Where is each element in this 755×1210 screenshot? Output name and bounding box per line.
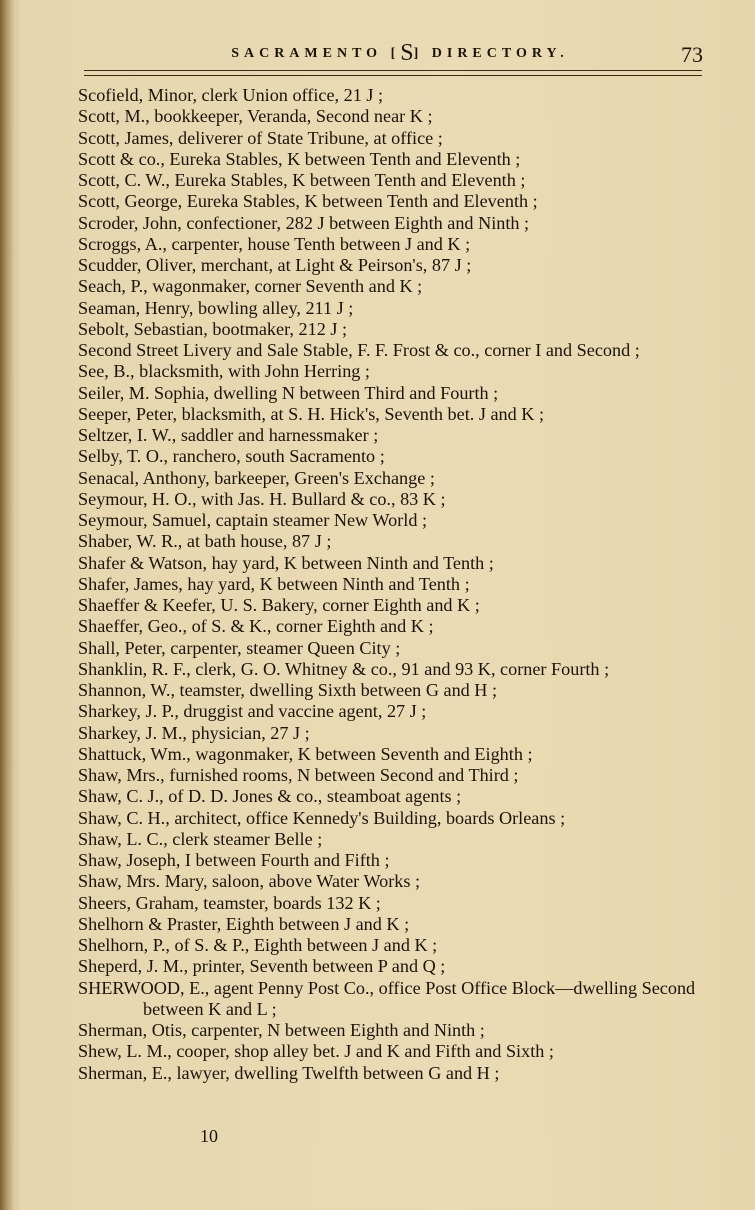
directory-entry: Shelhorn & Praster, Eighth between J and K ;	[78, 913, 410, 934]
signature-mark: 10	[200, 1126, 218, 1146]
directory-entry: Scott, James, deliverer of State Tribune, at office ;	[78, 127, 443, 148]
directory-entry: Senacal, Anthony, barkeeper, Green's Exchange ;	[78, 467, 435, 488]
directory-entries	[78, 85, 706, 1084]
header-bracket-close: ]	[413, 46, 424, 61]
directory-entry: Seaman, Henry, bowling alley, 211 J ;	[78, 297, 354, 318]
binding-shadow	[0, 0, 14, 1210]
directory-entry: Shanklin, R. F., clerk, G. O. Whitney & co., 91 and 93 K, corner Fourth ;	[78, 658, 610, 679]
directory-entry: Shaw, Joseph, I between Fourth and Fifth ;	[78, 850, 390, 870]
directory-entry: Sharkey, J. P., druggist and vaccine agent, 27 J ;	[78, 701, 427, 722]
directory-entry: Sheers, Graham, teamster, boards 132 K ;	[78, 892, 381, 913]
directory-entry: Shaw, Mrs. Mary, saloon, above Water Works ;	[78, 871, 421, 892]
header-rule-top	[84, 70, 702, 71]
directory-entry: Shaw, C. J., of D. D. Jones & co., steamboat agents ;	[78, 786, 462, 807]
directory-entry: Shannon, W., teamster, dwelling Sixth between G and H ;	[78, 680, 498, 700]
directory-entry: Shew, L. M., cooper, shop alley bet. J and K and Fifth and Sixth ;	[78, 1041, 554, 1062]
directory-entry: Shelhorn, P., of S. & P., Eighth between J and K ;	[78, 935, 438, 955]
directory-entry: Sheperd, J. M., printer, Seventh between P and Q ;	[78, 956, 446, 977]
directory-entry: See, B., blacksmith, with John Herring ;	[78, 361, 370, 382]
directory-entry: Seeper, Peter, blacksmith, at S. H. Hick's, Seventh bet. J and K ;	[78, 403, 545, 424]
header-rule-bottom	[84, 75, 702, 76]
directory-entry: Shaw, L. C., clerk steamer Belle ;	[78, 828, 323, 849]
directory-entry: Sherman, E., lawyer, dwelling Twelfth between G and H ;	[78, 1062, 500, 1083]
directory-entry: Second Street Livery and Sale Stable, F. F. Frost & co., corner I and Second ;	[78, 340, 640, 360]
directory-entry: Seach, P., wagonmaker, corner Seventh and K ;	[78, 276, 423, 297]
directory-entry: Shaw, Mrs., furnished rooms, N between Second and Third ;	[78, 765, 519, 785]
directory-entry: Shaw, C. H., architect, office Kennedy's Building, boards Orleans ;	[78, 807, 566, 828]
directory-entry: Shall, Peter, carpenter, steamer Queen City ;	[78, 637, 401, 658]
directory-entry: Shattuck, Wm., wagonmaker, K between Seventh and Eighth ;	[78, 743, 533, 764]
directory-entry: Selby, T. O., ranchero, south Sacramento ;	[78, 446, 385, 467]
directory-entry: Scott, M., bookkeeper, Veranda, Second near K ;	[78, 106, 433, 127]
header-section-letter: S	[400, 40, 414, 66]
directory-entry: Seymour, H. O., with Jas. H. Bullard & co., 83 K ;	[78, 488, 446, 509]
directory-entry: Shaber, W. R., at bath house, 87 J ;	[78, 531, 332, 552]
header-left-text: SACRAMENTO	[231, 46, 383, 61]
directory-entry: Seiler, M. Sophia, dwelling N between Third and Fourth ;	[78, 382, 499, 403]
directory-entry: Scroggs, A., carpenter, house Tenth between J and K ;	[78, 233, 471, 254]
page-number: 73	[681, 42, 703, 67]
directory-entry: Shaeffer, Geo., of S. & K., corner Eighth and K ;	[78, 616, 434, 637]
directory-entry: Scudder, Oliver, merchant, at Light & Peirson's, 87 J ;	[78, 255, 472, 275]
directory-entry: Sharkey, J. M., physician, 27 J ;	[78, 722, 310, 743]
directory-entry: Scott & co., Eureka Stables, K between Tenth and Eleventh ;	[78, 148, 521, 169]
directory-entry: Scott, George, Eureka Stables, K between Tenth and Eleventh ;	[78, 191, 538, 212]
directory-entry: Scott, C. W., Eureka Stables, K between Tenth and Eleventh ;	[78, 170, 526, 190]
directory-entry: Sherman, Otis, carpenter, N between Eighth and Ninth ;	[78, 1020, 485, 1040]
directory-entry: SHERWOOD, E., agent Penny Post Co., office Post Office Block—dwelling Second between K and L ;	[78, 977, 696, 1019]
directory-entry: Seltzer, I. W., saddler and harnessmaker ;	[78, 425, 379, 445]
directory-entry: Scofield, Minor, clerk Union office, 21 J ;	[78, 85, 384, 105]
directory-entry: Shaeffer & Keefer, U. S. Bakery, corner Eighth and K ;	[78, 595, 480, 615]
directory-entry: Scroder, John, confectioner, 282 J between Eighth and Ninth ;	[78, 212, 530, 233]
header-bracket-open: [	[390, 46, 401, 61]
directory-entry: Shafer & Watson, hay yard, K between Ninth and Tenth ;	[78, 552, 494, 573]
directory-entry: Seymour, Samuel, captain steamer New World ;	[78, 510, 428, 530]
directory-entry: Sebolt, Sebastian, bootmaker, 212 J ;	[78, 318, 348, 339]
directory-entry: Shafer, James, hay yard, K between Ninth and Tenth ;	[78, 573, 470, 594]
running-header	[180, 40, 620, 67]
header-right-text: DIRECTORY.	[431, 46, 569, 61]
